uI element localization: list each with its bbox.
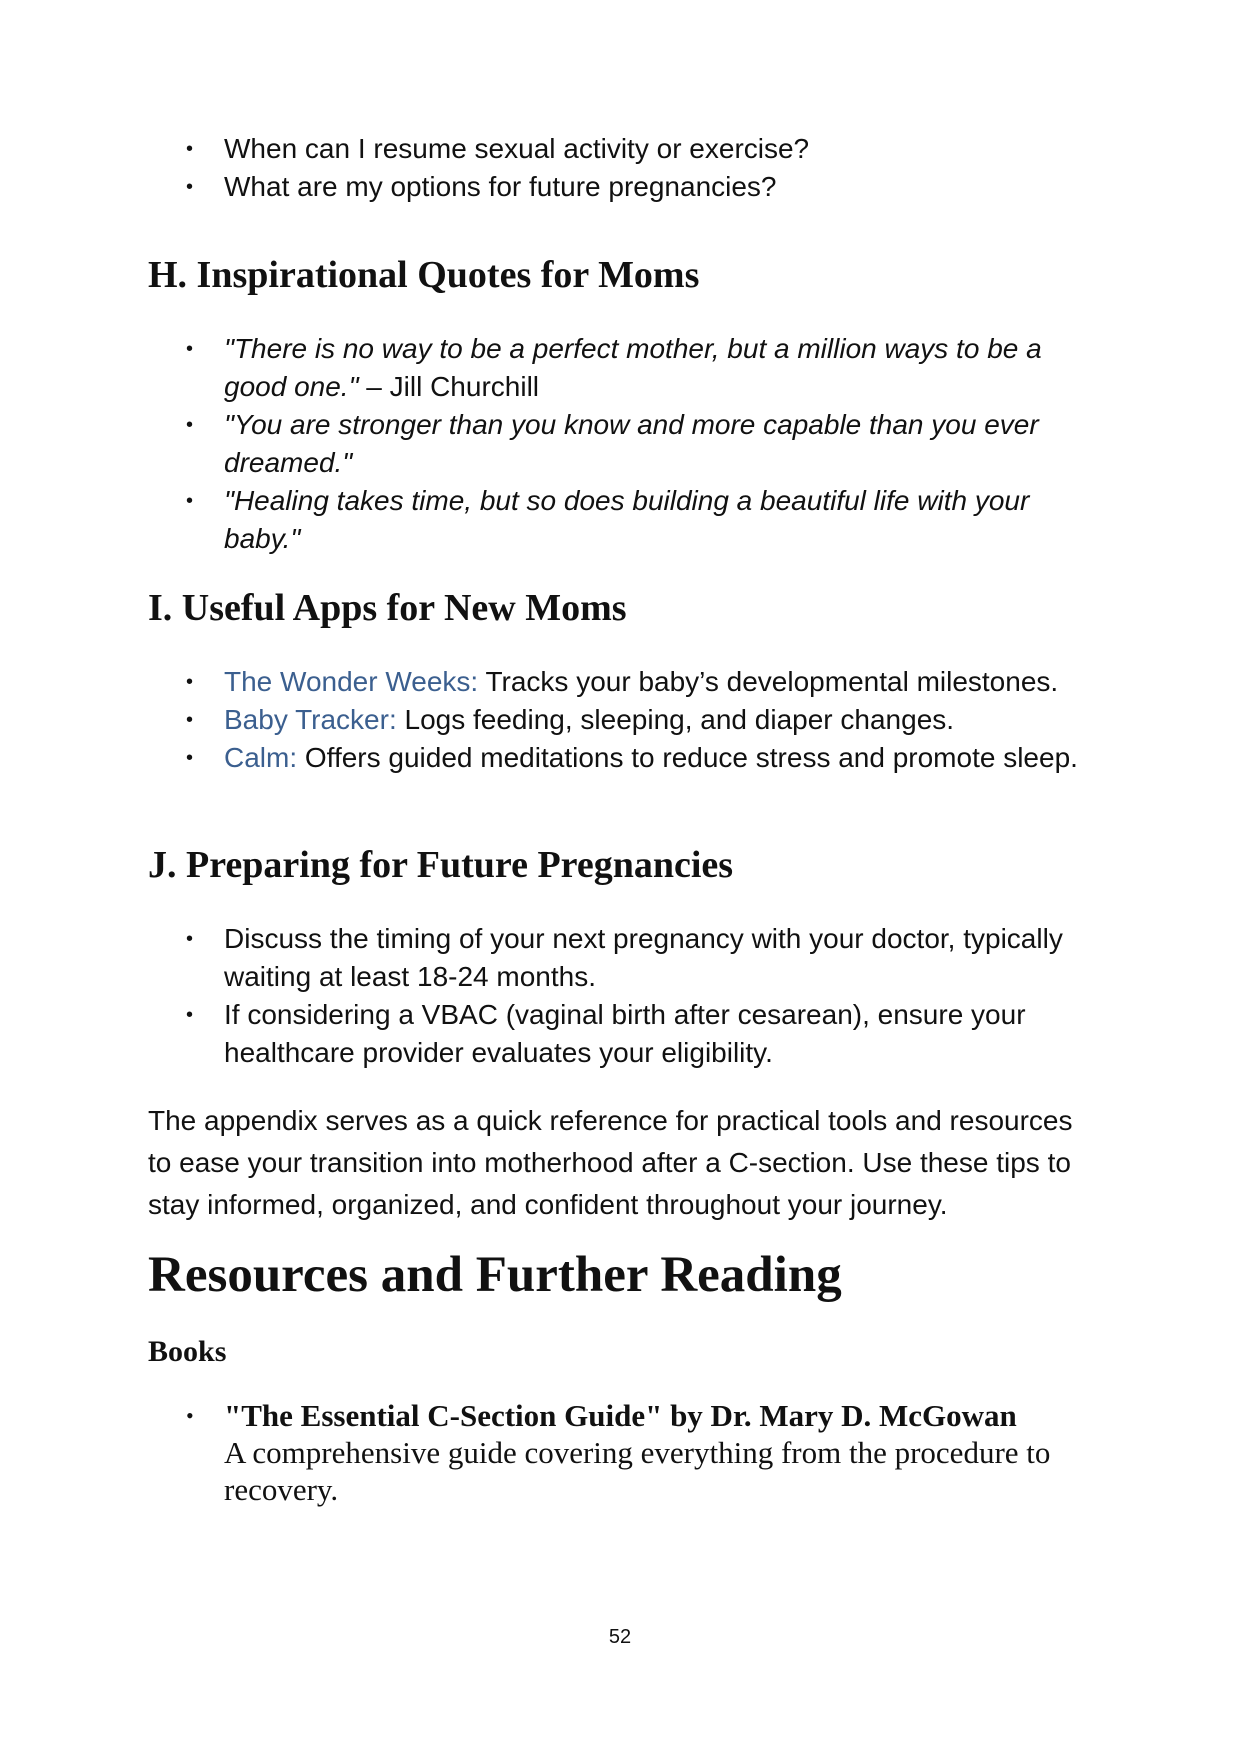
bullet-icon: •: [186, 1403, 194, 1428]
bullet-icon: •: [186, 671, 194, 693]
closing-paragraph: The appendix serves as a quick reference for practical tools and resources to ease your transition into motherhood after a C-section. Use these tips to stay informed, organized, and confident throughout your journey.: [148, 1105, 1073, 1220]
book-description: A comprehensive guide covering everything from the procedure to recovery.: [224, 1435, 1051, 1507]
section-h-heading: H. Inspirational Quotes for Moms: [148, 254, 700, 296]
list-item: [148, 701, 1108, 739]
list-item: [148, 1397, 1088, 1508]
bullet-icon: •: [186, 1004, 194, 1026]
bullet-icon: •: [186, 414, 194, 436]
bullet-icon: •: [186, 747, 194, 769]
page-number: 52: [608, 1626, 632, 1648]
list-item: • Discuss the timing of your next pregnancy with your doctor, typically waiting at least 18-24 months.: [148, 920, 1108, 996]
app-name: The Wonder Weeks:: [224, 666, 479, 697]
future-pregnancies-list: [148, 920, 1108, 1072]
apps-list: [148, 663, 1108, 777]
bullet-icon: •: [186, 928, 194, 950]
bullet-icon: •: [186, 338, 194, 360]
books-list: [148, 1397, 1088, 1508]
app-description: Tracks your baby’s developmental milestones.: [478, 666, 1059, 697]
app-description: Offers guided meditations to reduce stress and promote sleep.: [297, 742, 1078, 773]
section-j-heading: J. Preparing for Future Pregnancies: [148, 844, 734, 886]
resources-heading: Resources and Further Reading: [148, 1247, 842, 1303]
list-item: [148, 663, 1108, 701]
section-i-heading: I. Useful Apps for New Moms: [148, 587, 627, 629]
quote-text: "Healing takes time, but so does building a beautiful life with your baby.": [224, 485, 1030, 554]
bullet-icon: •: [186, 138, 194, 160]
list-item: [148, 739, 1108, 777]
quotes-list: [148, 330, 1108, 558]
quote-author: – Jill Churchill: [358, 371, 540, 402]
list-item: [148, 482, 1108, 558]
books-heading: Books: [148, 1335, 227, 1368]
quote-text: "You are stronger than you know and more capable than you ever dreamed.": [224, 409, 1039, 478]
list-item: • What are my options for future pregnancies?: [148, 168, 1108, 206]
intro-bullet-list: [148, 130, 1108, 206]
quote-text: "There is no way to be a perfect mother, but a million ways to be a good one.": [224, 333, 1042, 402]
list-item: • When can I resume sexual activity or exercise?: [148, 130, 1108, 168]
bullet-icon: •: [186, 709, 194, 731]
bullet-icon: •: [186, 490, 194, 512]
bullet-icon: •: [186, 176, 194, 198]
app-name: Calm:: [224, 742, 298, 773]
list-item: [148, 330, 1108, 406]
list-item: [148, 406, 1108, 482]
app-description: Logs feeding, sleeping, and diaper changes.: [396, 704, 955, 735]
book-title: "The Essential C-Section Guide" by Dr. Mary D. McGowan: [224, 1398, 1017, 1433]
app-name: Baby Tracker:: [224, 704, 397, 735]
list-item: • If considering a VBAC (vaginal birth after cesarean), ensure your healthcare provider evaluates your eligibility.: [148, 996, 1108, 1072]
